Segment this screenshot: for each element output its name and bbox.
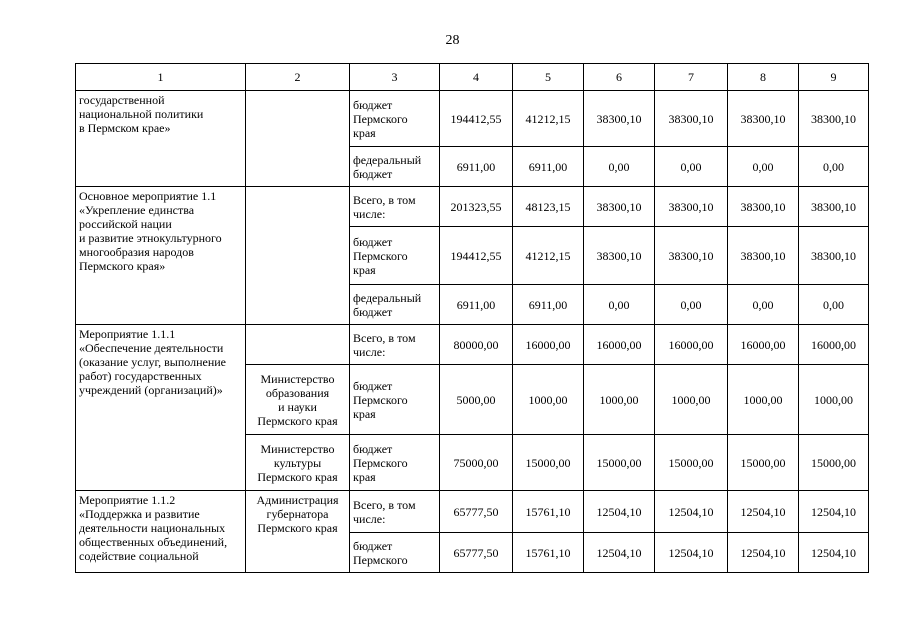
header-cell: 7 (655, 64, 728, 91)
responsible-executor (246, 91, 350, 187)
header-cell: 2 (246, 64, 350, 91)
value-cell: 15000,00 (799, 435, 869, 491)
value-cell: 201323,55 (440, 187, 513, 227)
value-cell: 38300,10 (655, 91, 728, 147)
value-cell: 12504,10 (728, 491, 799, 533)
value-cell: 38300,10 (655, 227, 728, 285)
responsible-executor (246, 187, 350, 325)
value-cell: 15000,00 (584, 435, 655, 491)
table-row (76, 91, 869, 147)
value-cell: 1000,00 (655, 365, 728, 435)
value-cell: 41212,15 (513, 91, 584, 147)
value-cell: 38300,10 (799, 91, 869, 147)
value-cell: 1000,00 (799, 365, 869, 435)
value-cell: 16000,00 (728, 325, 799, 365)
value-cell: 38300,10 (584, 227, 655, 285)
value-cell: 1000,00 (513, 365, 584, 435)
value-cell: 65777,50 (440, 533, 513, 573)
value-cell: 38300,10 (584, 187, 655, 227)
funding-source: федеральный бюджет (350, 285, 440, 325)
header-cell: 5 (513, 64, 584, 91)
value-cell: 12504,10 (799, 491, 869, 533)
value-cell: 194412,55 (440, 227, 513, 285)
value-cell: 15000,00 (655, 435, 728, 491)
header-row (76, 64, 869, 91)
header-cell: 1 (76, 64, 246, 91)
value-cell: 1000,00 (728, 365, 799, 435)
table-row (76, 187, 869, 227)
value-cell: 0,00 (584, 285, 655, 325)
value-cell: 0,00 (655, 147, 728, 187)
page-number: 28 (445, 33, 460, 48)
value-cell: 0,00 (655, 285, 728, 325)
budget-table (75, 63, 869, 573)
value-cell: 12504,10 (655, 533, 728, 573)
value-cell: 0,00 (584, 147, 655, 187)
value-cell: 16000,00 (655, 325, 728, 365)
value-cell: 0,00 (728, 147, 799, 187)
value-cell: 15000,00 (513, 435, 584, 491)
funding-source: бюджет Пермского края (350, 91, 440, 147)
value-cell: 16000,00 (584, 325, 655, 365)
value-cell: 80000,00 (440, 325, 513, 365)
value-cell: 38300,10 (799, 227, 869, 285)
value-cell: 5000,00 (440, 365, 513, 435)
value-cell: 16000,00 (513, 325, 584, 365)
activity-description: Мероприятие 1.1.1 «Обеспечение деятельности (оказание услуг, выполнение работ) государственных учреждений (организаций)» (76, 325, 246, 491)
responsible-executor (246, 325, 350, 365)
value-cell: 6911,00 (513, 285, 584, 325)
value-cell: 38300,10 (584, 91, 655, 147)
header-cell: 8 (728, 64, 799, 91)
funding-source: бюджет Пермского края (350, 365, 440, 435)
header-cell: 4 (440, 64, 513, 91)
value-cell: 12504,10 (584, 533, 655, 573)
funding-source: Всего, в том числе: (350, 187, 440, 227)
value-cell: 38300,10 (655, 187, 728, 227)
value-cell: 0,00 (799, 147, 869, 187)
funding-source: бюджет Пермского края (350, 227, 440, 285)
value-cell: 38300,10 (728, 91, 799, 147)
value-cell: 41212,15 (513, 227, 584, 285)
header-cell: 3 (350, 64, 440, 91)
value-cell: 38300,10 (799, 187, 869, 227)
activity-description: Мероприятие 1.1.2 «Поддержка и развитие деятельности национальных общественных объединений, содействие социальной (76, 491, 246, 573)
value-cell: 15761,10 (513, 533, 584, 573)
funding-source: Всего, в том числе: (350, 491, 440, 533)
value-cell: 12504,10 (655, 491, 728, 533)
value-cell: 16000,00 (799, 325, 869, 365)
value-cell: 65777,50 (440, 491, 513, 533)
value-cell: 48123,15 (513, 187, 584, 227)
value-cell: 6911,00 (440, 147, 513, 187)
responsible-executor: Министерство образования и науки Пермского края (246, 365, 350, 435)
activity-description: Основное мероприятие 1.1 «Укрепление единства российской нации и развитие этнокультурного многообразия народов Пермского края» (76, 187, 246, 325)
value-cell: 38300,10 (728, 227, 799, 285)
funding-source: Всего, в том числе: (350, 325, 440, 365)
value-cell: 75000,00 (440, 435, 513, 491)
header-cell: 6 (584, 64, 655, 91)
header-cell: 9 (799, 64, 869, 91)
table-row (76, 325, 869, 365)
value-cell: 0,00 (728, 285, 799, 325)
funding-source: бюджет Пермского (350, 533, 440, 573)
value-cell: 15761,10 (513, 491, 584, 533)
responsible-executor: Министерство культуры Пермского края (246, 435, 350, 491)
value-cell: 15000,00 (728, 435, 799, 491)
value-cell: 194412,55 (440, 91, 513, 147)
funding-source: федеральный бюджет (350, 147, 440, 187)
value-cell: 0,00 (799, 285, 869, 325)
value-cell: 12504,10 (728, 533, 799, 573)
table-row (76, 491, 869, 533)
value-cell: 6911,00 (513, 147, 584, 187)
value-cell: 38300,10 (728, 187, 799, 227)
activity-description: государственной национальной политики в Пермском крае» (76, 91, 246, 187)
value-cell: 12504,10 (799, 533, 869, 573)
value-cell: 6911,00 (440, 285, 513, 325)
value-cell: 12504,10 (584, 491, 655, 533)
responsible-executor: Администрация губернатора Пермского края (246, 491, 350, 573)
funding-source: бюджет Пермского края (350, 435, 440, 491)
value-cell: 1000,00 (584, 365, 655, 435)
